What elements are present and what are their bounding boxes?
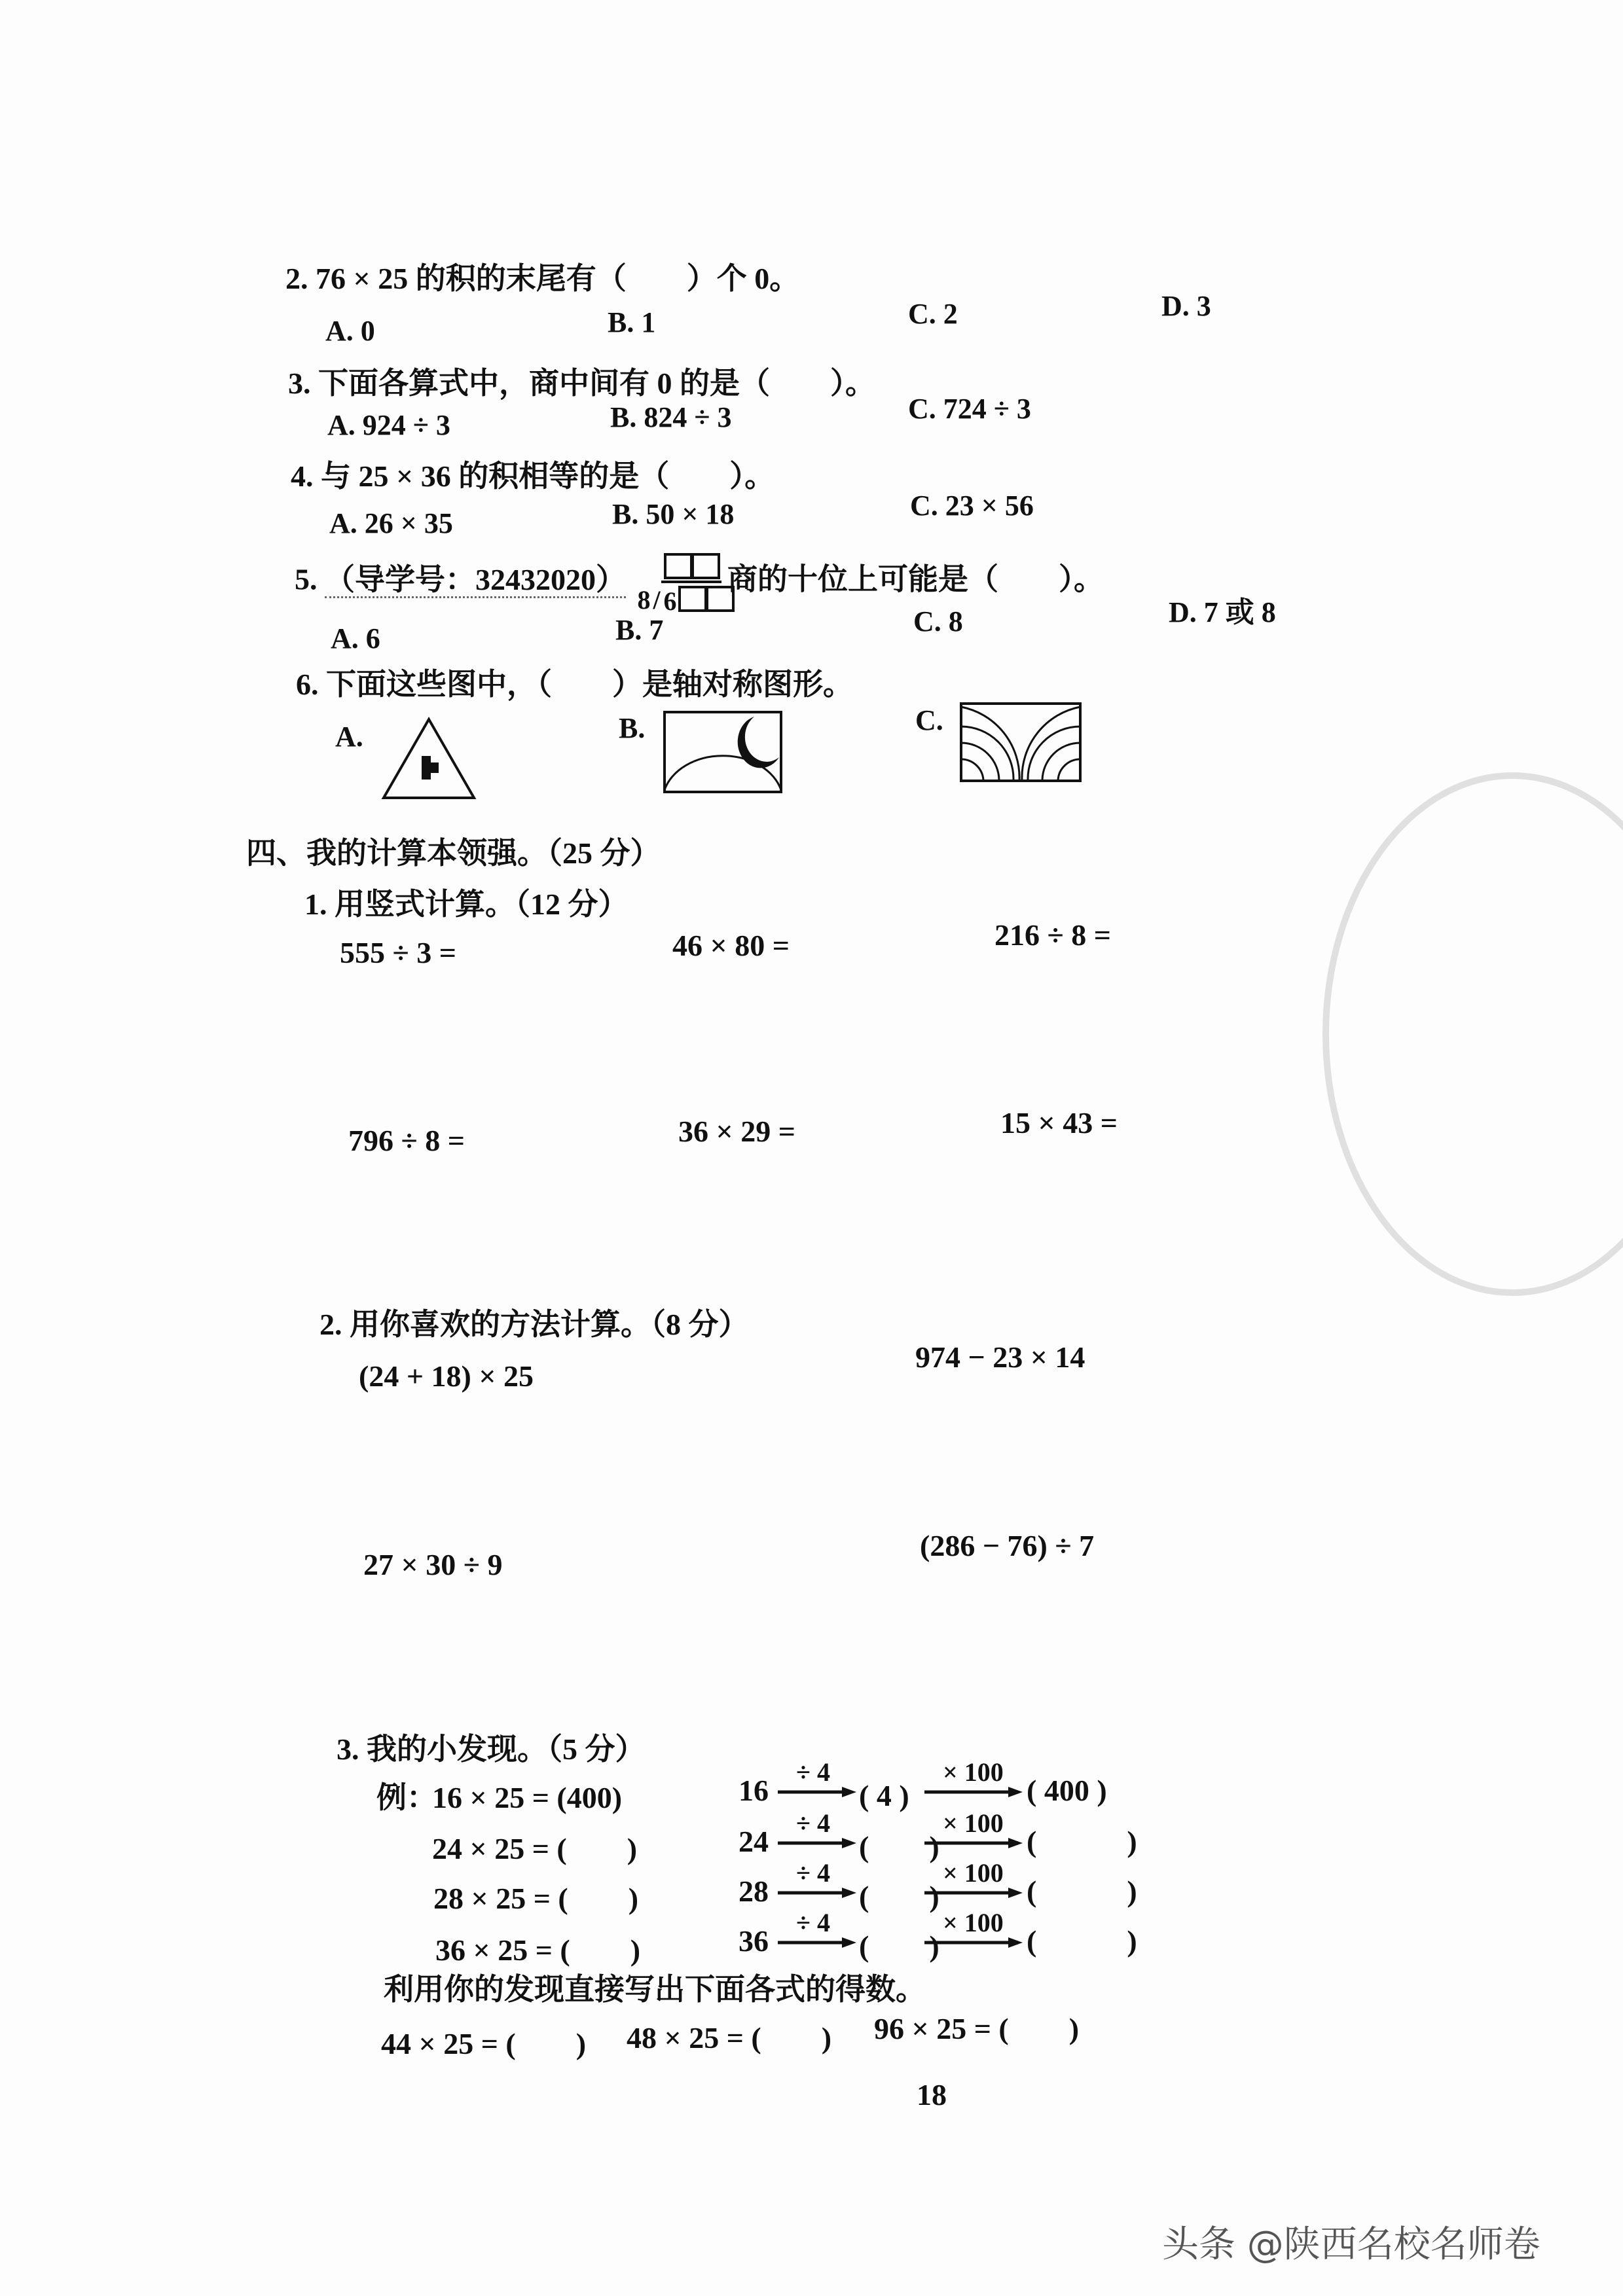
equation: 16 × 25 = (400)	[432, 1781, 623, 1814]
calc-item: 555 ÷ 3 =	[340, 936, 456, 969]
chain-end: ( )	[1027, 1924, 1137, 1958]
arrow: × 100	[924, 1867, 1023, 1906]
chain-mid: ( )	[859, 1830, 939, 1863]
calc-item: 974 − 23 × 14	[915, 1340, 1085, 1374]
apply-item: 44 × 25 = ( )	[381, 2027, 587, 2060]
q6-option-a: A.	[335, 721, 363, 753]
arrow: ÷ 4	[778, 1867, 856, 1906]
calc-item: 796 ÷ 8 =	[348, 1124, 465, 1157]
rectangle-moon-figure	[663, 710, 784, 795]
chain-start: 16	[739, 1774, 769, 1807]
calc-item: 27 × 30 ÷ 9	[363, 1548, 503, 1581]
q5-option-a: A. 6	[331, 622, 380, 655]
chain-end: ( 400 )	[1027, 1774, 1107, 1807]
page-number: 18	[917, 2078, 947, 2111]
triangle-figure	[380, 717, 478, 802]
q3-option-a: A. 924 ÷ 3	[327, 409, 450, 441]
calc-item: (24 + 18) × 25	[359, 1359, 534, 1393]
calc-item: 15 × 43 =	[1000, 1106, 1118, 1139]
arrow: × 100	[924, 1916, 1023, 1956]
chain-start: 24	[739, 1825, 769, 1858]
chain-end: ( )	[1027, 1874, 1137, 1908]
rectangle-arcs-figure	[959, 700, 1084, 785]
q4-option-b: B. 50 × 18	[612, 498, 735, 530]
arrow: × 100	[924, 1817, 1023, 1856]
arrow: ÷ 4	[778, 1817, 856, 1856]
long-division-figure: 8 / 6	[638, 553, 716, 612]
example-label: 例：	[376, 1781, 437, 1814]
q2-option-c: C. 2	[908, 298, 958, 330]
q3-option-b: B. 824 ÷ 3	[610, 401, 732, 433]
instruction: 利用你的发现直接写出下面各式的得数。	[384, 1973, 926, 2006]
part-3-title: 3. 我的小发现。（5 分）	[337, 1732, 646, 1766]
q4-option-c: C. 23 × 56	[910, 490, 1034, 522]
chain-end: ( )	[1027, 1825, 1137, 1858]
chain-start: 28	[739, 1874, 769, 1908]
q6-option-c: C.	[915, 704, 943, 736]
part-2-title: 2. 用你喜欢的方法计算。（8 分）	[319, 1308, 749, 1341]
q3-option-c: C. 724 ÷ 3	[908, 393, 1031, 425]
equation: 24 × 25 = ( )	[432, 1832, 638, 1865]
q5-option-c: C. 8	[913, 605, 963, 637]
calc-item: 36 × 29 =	[678, 1115, 795, 1148]
question-6: 6. 下面这些图中，（ ）是轴对称图形。	[296, 668, 853, 701]
chain-mid: ( )	[859, 1880, 939, 1913]
question-2: 2. 76 × 25 的积的末尾有（ ）个 0。	[285, 262, 800, 295]
question-3: 3. 下面各算式中，商中间有 0 的是（ ）。	[288, 367, 875, 400]
apply-item: 48 × 25 = ( )	[627, 2021, 832, 2054]
arrow: ÷ 4	[778, 1766, 856, 1805]
calc-item: (286 − 76) ÷ 7	[920, 1529, 1095, 1562]
arrow: ÷ 4	[778, 1916, 856, 1956]
calc-item: 216 ÷ 8 =	[994, 918, 1111, 952]
chain-mid: ( 4 )	[859, 1779, 909, 1812]
q2-option-b: B. 1	[608, 306, 656, 338]
q5-option-d: D. 7 或 8	[1169, 596, 1276, 628]
calc-item: 46 × 80 =	[672, 929, 790, 962]
equation: 28 × 25 = ( )	[433, 1882, 639, 1915]
chain-start: 36	[739, 1924, 769, 1958]
part-1-title: 1. 用竖式计算。（12 分）	[304, 888, 629, 921]
section-4-title: 四、我的计算本领强。（25 分）	[246, 836, 661, 870]
q2-option-a: A. 0	[325, 315, 375, 347]
q4-option-a: A. 26 × 35	[329, 507, 453, 539]
question-4: 4. 与 25 × 36 的积相等的是（ ）。	[291, 459, 775, 493]
guide-number: （导学号：32432020）	[325, 563, 626, 598]
chain-mid: ( )	[859, 1929, 939, 1963]
q2-option-d: D. 3	[1161, 290, 1211, 322]
apply-item: 96 × 25 = ( )	[874, 2012, 1080, 2045]
equation: 36 × 25 = ( )	[435, 1933, 641, 1967]
q5-option-b: B. 7	[615, 614, 664, 646]
question-5: 5. （导学号：32432020） 8 / 6 商的十位上可能是（ ）。	[295, 553, 1104, 612]
faded-stamp	[1322, 772, 1623, 1296]
q6-option-b: B.	[619, 712, 646, 744]
arrow: × 100	[924, 1766, 1023, 1805]
watermark: 头条 @陕西名校名师卷	[1162, 2223, 1541, 2266]
